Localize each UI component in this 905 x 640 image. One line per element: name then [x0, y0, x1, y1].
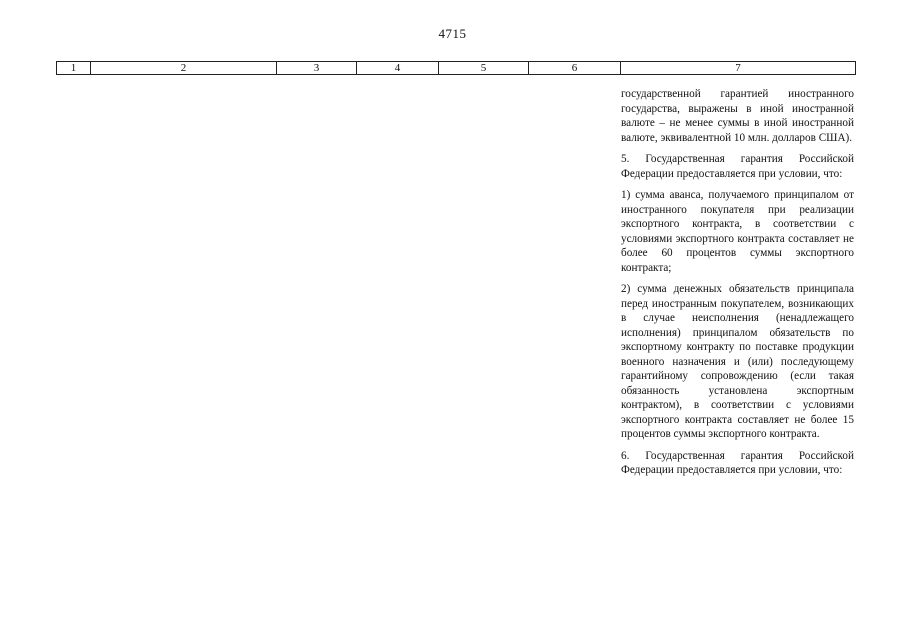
column-header-2: 2 — [91, 62, 277, 74]
column-header-3: 3 — [277, 62, 357, 74]
paragraph-item-5: 5. Государственная гарантия Российской Федерации предоставляется при условии, что: — [621, 153, 854, 180]
column-header-5: 5 — [439, 62, 529, 74]
paragraph-subitem-1: 1) сумма аванса, получаемого принципалом от иностранного покупателя при реализации экспортного контракта, в соответствии с условиями экспортного контракта составляет не более 60 процентов суммы экспортного контракта; — [621, 189, 854, 274]
paragraph-item-6: 6. Государственная гарантия Российской Федерации предоставляется при условии, что: — [621, 449, 854, 476]
column-header-7: 7 — [735, 62, 741, 74]
paragraph-continuation: государственной гарантией иностранного государства, выражены в иной иностранной валюте – не менее суммы в иной иностранной валюте, эквивалентной 10 млн. долларов США). — [621, 88, 854, 144]
column-7-text — [621, 87, 854, 485]
column-header-1: 1 — [57, 62, 91, 74]
column-header-6: 6 — [529, 62, 621, 74]
column-header-4: 4 — [357, 62, 439, 74]
page-number: 4715 — [438, 26, 467, 41]
table-header-row — [56, 61, 856, 75]
paragraph-subitem-2: 2) сумма денежных обязательств принципала перед иностранным покупателем, возникающих в случае неисполнения (ненадлежащего исполнения) принципалом обязательств по экспортному контракту по поставке продукции военного назначения и (или) последующему гарантийному сопровождению (если такая обязанность установлена экспортным контрактом), в соответствии с условиями экспортного контракта составляет не более 15 процентов суммы экспортного контракта. — [621, 283, 854, 440]
